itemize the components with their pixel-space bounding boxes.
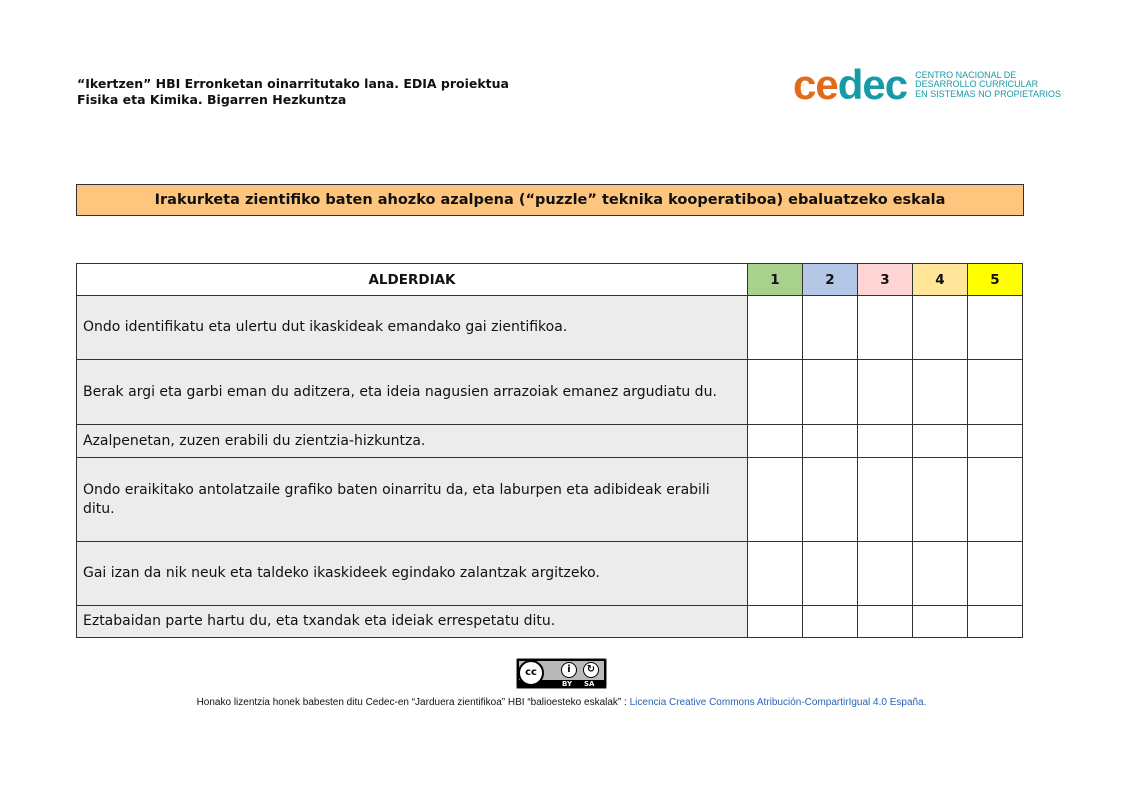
score-cell-1[interactable] xyxy=(748,296,803,360)
cc-by-label: BY xyxy=(562,680,573,688)
table-row xyxy=(77,296,1023,360)
criterion-label: Eztabaidan parte hartu du, eta txandak eta ideiak errespetatu ditu. xyxy=(77,606,748,638)
score-cell-1[interactable] xyxy=(748,542,803,606)
license-statement xyxy=(0,697,1123,708)
score-cell-4[interactable] xyxy=(913,425,968,458)
score-cell-2[interactable] xyxy=(803,458,858,542)
criterion-label: Azalpenetan, zuzen erabili du zientzia-hizkuntza. xyxy=(77,425,748,458)
score-cell-3[interactable] xyxy=(858,542,913,606)
aspects-header: ALDERDIAK xyxy=(77,264,748,296)
score-cell-1[interactable] xyxy=(748,606,803,638)
table-row xyxy=(77,542,1023,606)
score-cell-5[interactable] xyxy=(968,425,1023,458)
table-row xyxy=(77,606,1023,638)
score-cell-3[interactable] xyxy=(858,360,913,425)
header-subject-line: Fisika eta Kimika. Bigarren Hezkuntza xyxy=(77,92,347,107)
license-link[interactable]: Licencia Creative Commons Atribución-CompartirIgual 4.0 España. xyxy=(629,697,927,708)
criterion-label: Ondo eraikitako antolatzaile grafiko baten oinarritu da, eta laburpen eta adibideak erabili ditu. xyxy=(77,458,748,542)
score-cell-5[interactable] xyxy=(968,458,1023,542)
table-row xyxy=(77,425,1023,458)
document-header xyxy=(77,76,509,108)
scale-header-4: 4 xyxy=(913,264,968,296)
criterion-label: Berak argi eta garbi eman du aditzera, eta ideia nagusien arrazoiak emanez argudiatu du. xyxy=(77,360,748,425)
table-header-row xyxy=(77,264,1023,296)
cedec-logo xyxy=(793,61,1061,108)
table-row xyxy=(77,360,1023,425)
criterion-label: Gai izan da nik neuk eta taldeko ikaskideek egindako zalantzak argitzeko. xyxy=(77,542,748,606)
score-cell-3[interactable] xyxy=(858,606,913,638)
license-footer xyxy=(0,658,1123,708)
score-cell-3[interactable] xyxy=(858,296,913,360)
header-project-line: “Ikertzen” HBI Erronketan oinarritutako lana. EDIA proiektua xyxy=(77,76,509,91)
score-cell-1[interactable] xyxy=(748,458,803,542)
logo-subtitle: CENTRO NACIONAL DE DESARROLLO CURRICULAR EN SISTEMAS NO PROPIETARIOS xyxy=(915,69,1061,99)
score-cell-4[interactable] xyxy=(913,296,968,360)
share-alike-icon: ↻ xyxy=(583,662,599,678)
score-cell-5[interactable] xyxy=(968,360,1023,425)
scale-header-2: 2 xyxy=(803,264,858,296)
cc-sa-label: SA xyxy=(584,680,595,688)
criterion-label: Ondo identifikatu eta ulertu dut ikaskideak emandako gai zientifikoa. xyxy=(77,296,748,360)
score-cell-1[interactable] xyxy=(748,425,803,458)
scale-header-3: 3 xyxy=(858,264,913,296)
score-cell-3[interactable] xyxy=(858,458,913,542)
score-cell-5[interactable] xyxy=(968,606,1023,638)
score-cell-5[interactable] xyxy=(968,542,1023,606)
cc-icon: cc xyxy=(518,660,544,686)
score-cell-2[interactable] xyxy=(803,425,858,458)
score-cell-4[interactable] xyxy=(913,606,968,638)
rubric-title: Irakurketa zientifiko baten ahozko azalpena (“puzzle” teknika kooperatiboa) ebaluatzeko eskala xyxy=(76,184,1024,216)
logo-wordmark: cedec xyxy=(793,61,908,108)
cc-by-sa-badge[interactable] xyxy=(516,658,607,689)
score-cell-3[interactable] xyxy=(858,425,913,458)
score-cell-5[interactable] xyxy=(968,296,1023,360)
score-cell-2[interactable] xyxy=(803,360,858,425)
score-cell-2[interactable] xyxy=(803,606,858,638)
scale-header-1: 1 xyxy=(748,264,803,296)
score-cell-4[interactable] xyxy=(913,360,968,425)
scale-header-5: 5 xyxy=(968,264,1023,296)
license-text: Honako lizentzia honek babesten ditu Cedec-en “Jarduera zientifikoa” HBI “balioesteko eskalak” : xyxy=(196,697,630,708)
score-cell-2[interactable] xyxy=(803,296,858,360)
attribution-icon: i xyxy=(561,662,577,678)
table-row xyxy=(77,458,1023,542)
score-cell-1[interactable] xyxy=(748,360,803,425)
score-cell-2[interactable] xyxy=(803,542,858,606)
score-cell-4[interactable] xyxy=(913,458,968,542)
score-cell-4[interactable] xyxy=(913,542,968,606)
rubric-table xyxy=(76,263,1023,638)
